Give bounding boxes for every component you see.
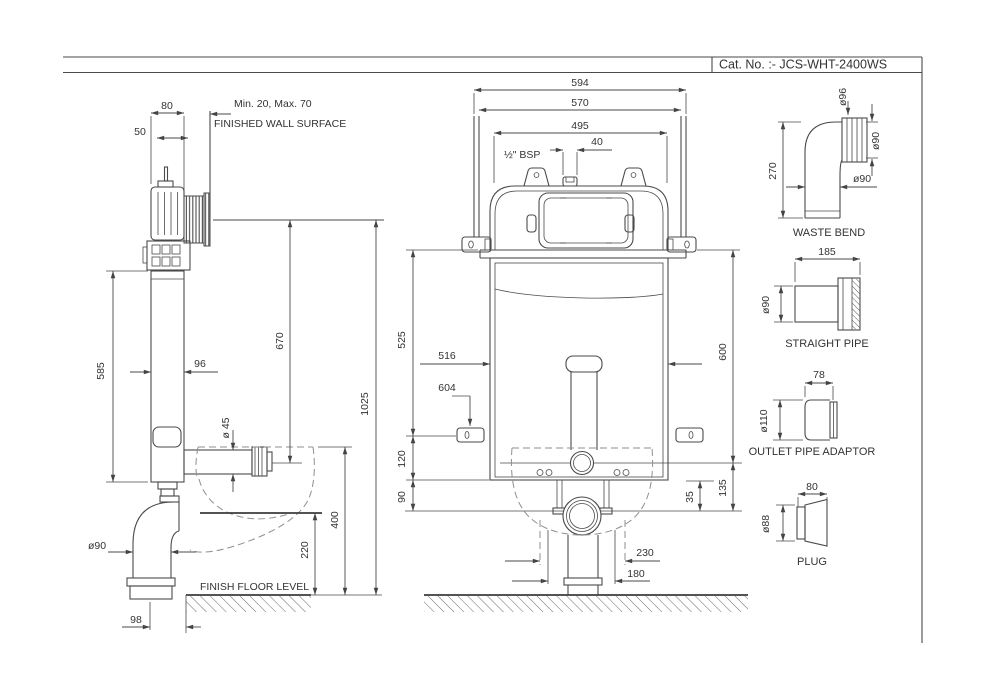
waste-bend-caption: WASTE BEND xyxy=(792,227,866,239)
part-straight-pipe xyxy=(760,246,869,350)
finish-floor-level-label: FINISH FLOOR LEVEL xyxy=(200,581,310,593)
dim-180: 180 xyxy=(627,568,645,580)
finished-wall-surface-label: FINISHED WALL SURFACE xyxy=(214,118,347,130)
dim-594: 594 xyxy=(571,77,589,89)
dim-220: 220 xyxy=(299,541,311,559)
dim-dia-90-socket: ø90 xyxy=(870,131,882,151)
dim-270: 270 xyxy=(767,162,779,180)
dim-600: 600 xyxy=(717,343,729,361)
dim-40: 40 xyxy=(591,136,603,148)
dim-dia-90-pipe: ø90 xyxy=(760,295,772,315)
part-waste-bend xyxy=(767,88,882,239)
dim-80: 80 xyxy=(161,100,173,112)
dim-495: 495 xyxy=(571,120,589,132)
dim-585: 585 xyxy=(95,362,107,380)
border-and-title-block xyxy=(63,57,922,643)
dim-min-max: Min. 20, Max. 70 xyxy=(234,98,312,110)
dim-604: 604 xyxy=(438,382,456,394)
dim-516: 516 xyxy=(438,350,456,362)
dim-96: 96 xyxy=(194,358,206,370)
dim-185: 185 xyxy=(818,246,836,258)
dim-80-plug: 80 xyxy=(806,481,818,493)
dim-400: 400 xyxy=(329,511,341,529)
dim-78: 78 xyxy=(813,369,825,381)
dim-135: 135 xyxy=(717,479,729,497)
dim-dia-45: ø 45 xyxy=(220,417,232,439)
straight-pipe-caption: STRAIGHT PIPE xyxy=(785,338,869,350)
plug-caption: PLUG xyxy=(797,556,827,568)
part-outlet-pipe-adaptor xyxy=(749,369,876,458)
dim-bsp: ½" BSP xyxy=(504,149,541,161)
part-plug xyxy=(760,481,827,568)
dim-dia-110: ø110 xyxy=(758,409,770,433)
outlet-pipe-adaptor-caption: OUTLET PIPE ADAPTOR xyxy=(748,446,876,458)
cat-no-label: Cat. No. :- JCS-WHT-2400WS xyxy=(719,57,888,72)
dim-1025: 1025 xyxy=(359,392,371,416)
dim-35: 35 xyxy=(684,491,696,503)
side-view-dimensions xyxy=(88,98,376,627)
dim-570: 570 xyxy=(571,97,589,109)
dim-50: 50 xyxy=(134,126,146,138)
dim-dia-96: ø96 xyxy=(837,87,849,107)
dim-dia-90-outlet: ø90 xyxy=(853,173,872,185)
dim-98: 98 xyxy=(130,614,142,626)
dim-120: 120 xyxy=(396,450,408,468)
dim-dia-90-side: ø90 xyxy=(88,540,107,552)
dim-230: 230 xyxy=(636,547,654,559)
dim-dia-88: ø88 xyxy=(760,514,772,534)
dim-525: 525 xyxy=(396,331,408,349)
dim-670: 670 xyxy=(274,332,286,350)
dim-90: 90 xyxy=(396,491,408,503)
